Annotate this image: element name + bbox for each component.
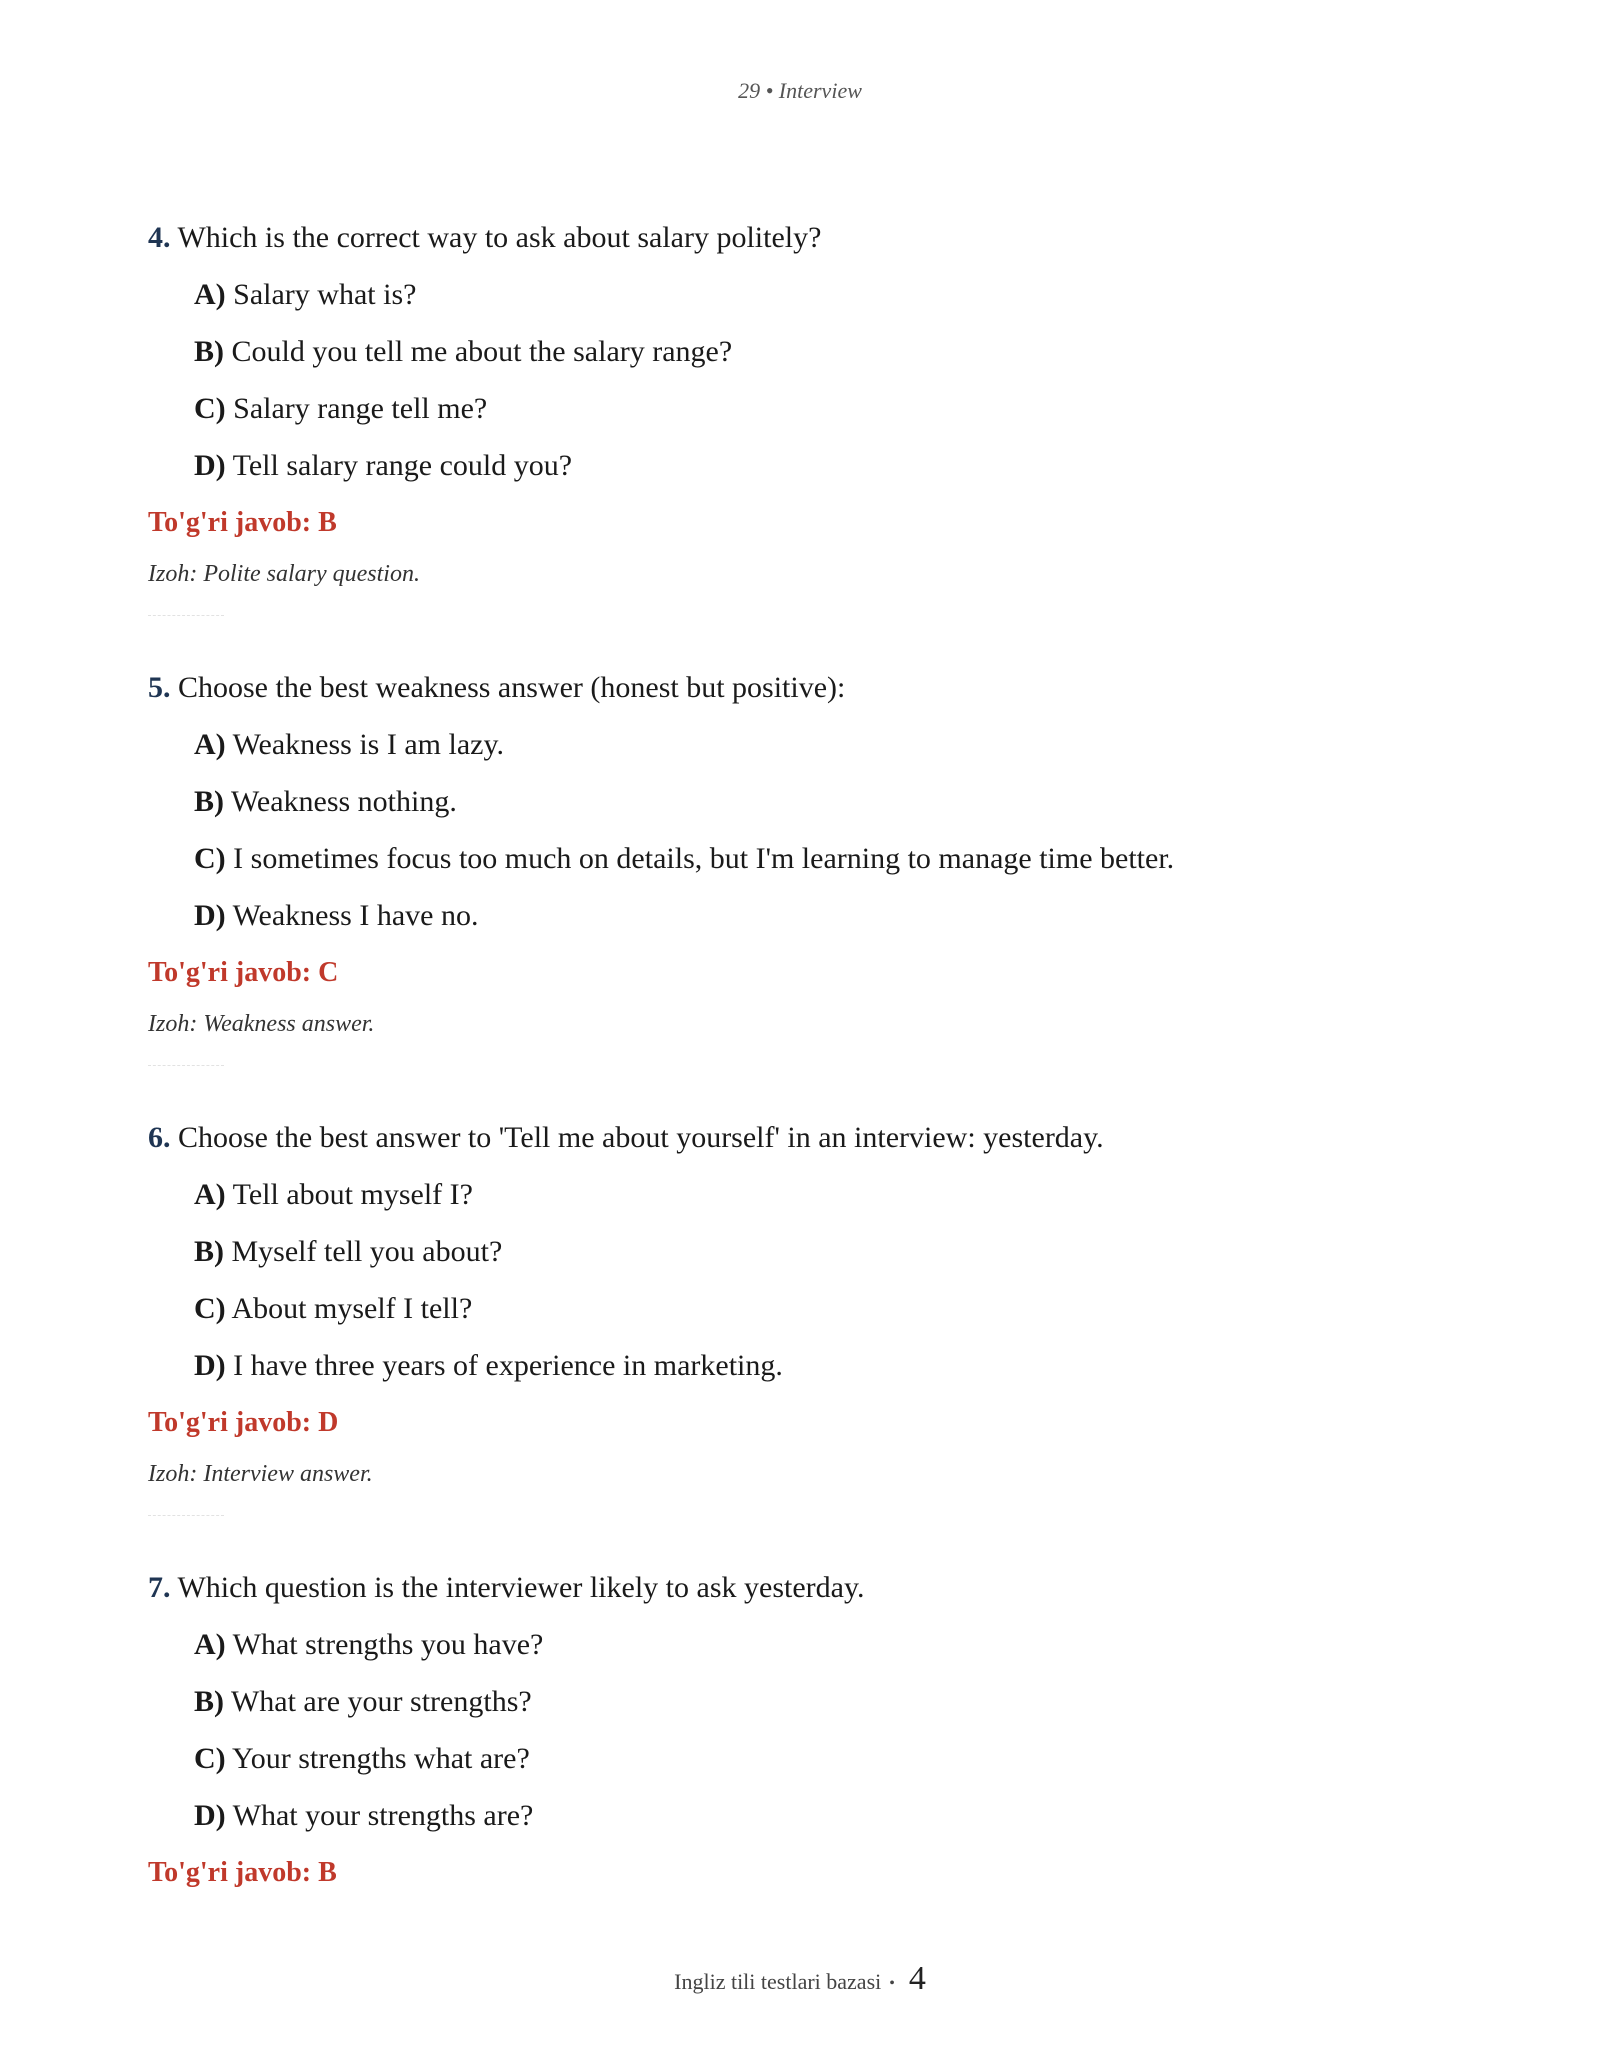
option-letter: A) [194,278,226,311]
option-letter: B) [194,1235,224,1268]
option-letter: B) [194,785,224,818]
page-header: 29 • Interview [738,78,862,103]
option-c [194,839,1468,879]
question-prompt: Choose the best weakness answer (honest but positive): [178,671,846,704]
correct-answer: To'g'ri javob: C [148,957,339,988]
option-text: Salary what is? [233,278,417,311]
question-text [148,668,1468,708]
option-letter: D) [194,1349,226,1382]
option-text: Myself tell you about? [231,1235,503,1268]
option-letter: D) [194,899,226,932]
option-text: Weakness nothing. [230,785,457,818]
question-number: 5. [148,671,171,704]
option-text: Weakness is I am lazy. [232,728,505,761]
question-prompt: Which question is the interviewer likely to ask yesterday. [177,1571,865,1604]
question-prompt: Which is the correct way to ask about salary politely? [177,221,822,254]
footer-bullet: • [889,1974,895,1992]
footer-title: Ingliz tili testlari bazasi [674,1969,882,1994]
option-b [194,782,1468,822]
option-text: Could you tell me about the salary range? [231,335,733,368]
question-number: 4. [148,221,171,254]
option-c [194,1739,1468,1779]
divider [148,1515,224,1516]
option-c [194,1289,1468,1329]
question-number: 6. [148,1121,171,1154]
question-7 [148,1568,1468,1893]
option-letter: B) [194,335,224,368]
correct-answer: To'g'ri javob: B [148,507,337,538]
correct-answer: To'g'ri javob: D [148,1407,339,1438]
option-text: Tell salary range could you? [232,449,573,482]
option-a [194,1175,1468,1215]
question-5 [148,668,1468,1066]
option-letter: A) [194,1628,226,1661]
option-d [194,1796,1468,1836]
page-number: 4 [908,1960,926,1997]
option-d [194,1346,1468,1386]
option-text: What your strengths are? [232,1799,534,1832]
option-text: About myself I tell? [231,1292,473,1325]
question-number: 7. [148,1571,171,1604]
option-text: Weakness I have no. [232,899,479,932]
explanation-note: Izoh: Polite salary question. [148,561,420,587]
divider [148,615,224,616]
option-text: I have three years of experience in marketing. [233,1349,783,1382]
divider [148,1065,224,1066]
option-letter: C) [194,1742,226,1775]
option-b [194,1232,1468,1272]
question-6 [148,1118,1468,1516]
option-letter: C) [194,1292,226,1325]
option-d [194,446,1468,486]
question-text [148,1118,1468,1158]
option-letter: C) [194,842,226,875]
question-text [148,1568,1468,1608]
explanation-note: Izoh: Interview answer. [148,1461,373,1487]
correct-answer: To'g'ri javob: B [148,1857,337,1888]
option-letter: D) [194,449,226,482]
question-text [148,218,1468,258]
explanation-note: Izoh: Weakness answer. [148,1011,375,1037]
option-text: I sometimes focus too much on details, but I'm learning to manage time better. [233,842,1175,875]
option-letter: A) [194,728,226,761]
option-text: Tell about myself I? [232,1178,473,1211]
option-c [194,389,1468,429]
option-a [194,1625,1468,1665]
option-b [194,1682,1468,1722]
option-letter: D) [194,1799,226,1832]
question-prompt: Choose the best answer to 'Tell me about yourself' in an interview: yesterday. [178,1121,1104,1154]
question-list [148,218,1468,1907]
option-letter: B) [194,1685,224,1718]
option-text: Salary range tell me? [233,392,488,425]
option-d [194,896,1468,936]
option-a [194,725,1468,765]
option-letter: A) [194,1178,226,1211]
option-a [194,275,1468,315]
option-text: What are your strengths? [230,1685,532,1718]
question-4 [148,218,1468,616]
page-footer [0,1960,1600,1998]
option-letter: C) [194,392,226,425]
option-text: What strengths you have? [232,1628,544,1661]
option-b [194,332,1468,372]
option-text: Your strengths what are? [232,1742,530,1775]
